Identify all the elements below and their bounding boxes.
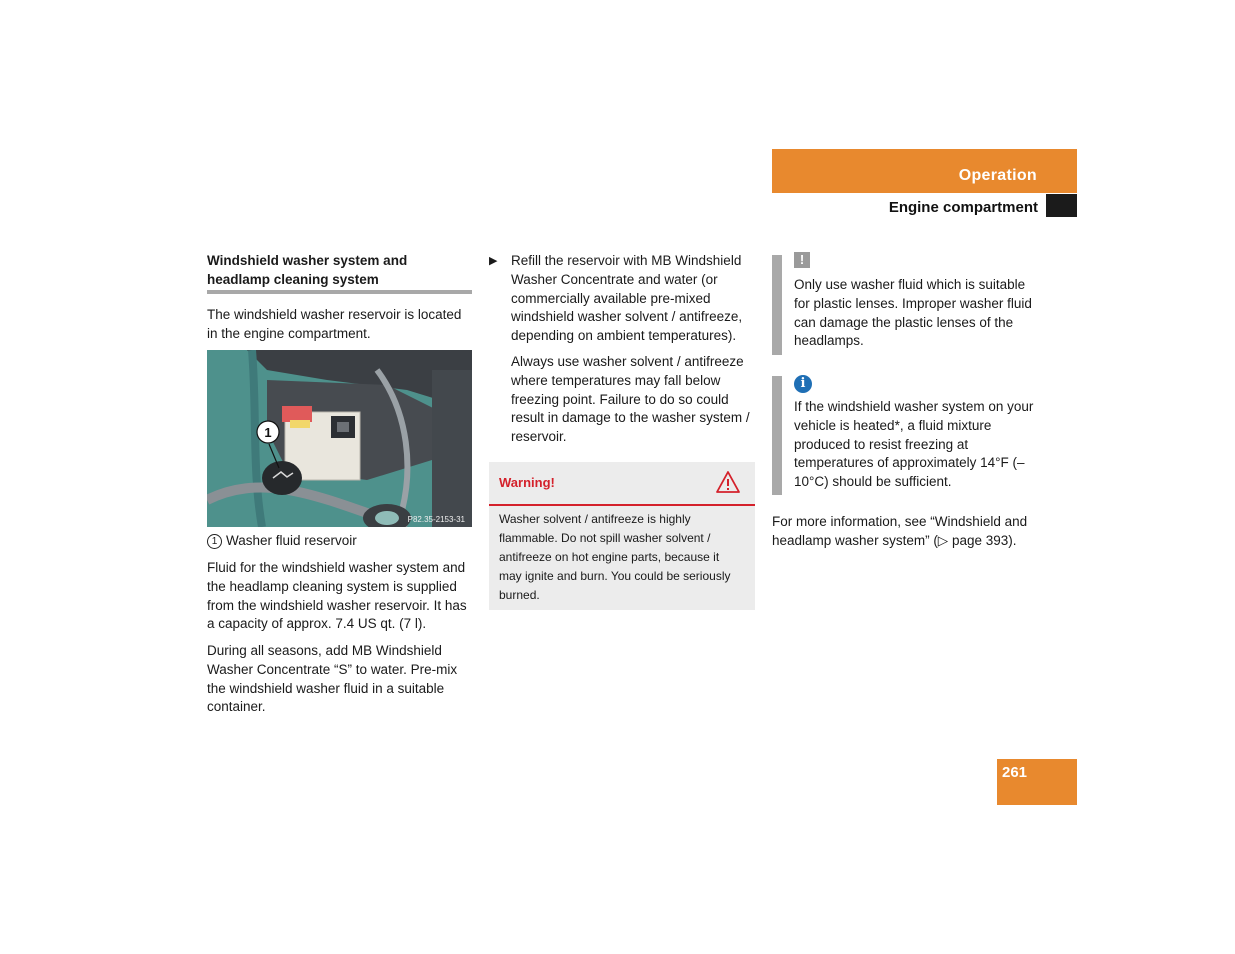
info-bar: [772, 376, 782, 495]
section-heading: Windshield washer system and headlamp cleaning system: [207, 253, 408, 287]
subsection-marker: [1046, 194, 1077, 217]
bullet-arrow-icon: ▶: [489, 255, 498, 267]
exclamation-icon: !: [794, 252, 810, 268]
page-number: 261: [1002, 764, 1028, 781]
warning-box: [489, 462, 755, 610]
page-reference: For more information, see “Windshield and headlamp washer system” (▷ page 393).: [772, 514, 1028, 548]
photo-code: P82.35-2153-31: [407, 515, 465, 524]
caution-text: Only use washer fluid which is suitable for plastic lenses. Improper washer fluid can damage the plastic lenses of the headlamps.: [794, 277, 1032, 349]
photo-caption: [207, 532, 472, 551]
page-number-box: [997, 759, 1077, 805]
warning-header: [489, 462, 755, 506]
photo-callout: 1: [264, 425, 272, 440]
caption-text: Washer fluid reservoir: [226, 533, 357, 548]
section-header-bar: [772, 149, 1077, 193]
subsection-title: Engine compartment: [888, 199, 1038, 216]
caption-number: 1: [207, 534, 222, 549]
info-icon: i: [794, 375, 812, 393]
info-text: If the windshield washer system on your vehicle is heated*, a fluid mixture produced to resist freezing at temperatures of approximately 14°F (–10°C) should be sufficient.: [794, 399, 1034, 490]
heading-rule: [207, 290, 472, 294]
warning-title: Warning!: [499, 475, 555, 490]
caution-bar: [772, 255, 782, 355]
seasons-paragraph: During all seasons, add MB Windshield Washer Concentrate “S” to water. Pre-mix the windshield washer fluid in a suitable container.: [207, 643, 458, 715]
engine-compartment-photo: [207, 350, 472, 527]
capacity-paragraph: Fluid for the windshield washer system and the headlamp cleaning system is supplied from the windshield washer reservoir. It has a capacity of approx. 7.4 US qt. (7 l).: [207, 560, 467, 632]
engine-compartment-illustration: [207, 350, 472, 527]
solvent-advice: Always use washer solvent / antifreeze where temperatures may fall below freezing point. Failure to do so could result in damage to the washer system / reservoir.: [511, 354, 750, 445]
warning-triangle-icon: [715, 470, 741, 499]
section-title: Operation: [958, 167, 1037, 184]
intro-paragraph: The windshield washer reservoir is located in the engine compartment.: [207, 307, 462, 341]
refill-instruction: Refill the reservoir with MB Windshield Washer Concentrate and water (or commercially available pre-mixed windshield washer solvent / antifreeze, depending on ambient temperatures).: [511, 253, 743, 344]
warning-text: Washer solvent / antifreeze is highly flammable. Do not spill washer solvent / antifreeze on hot engine parts, because it may ignite and burn. You could be seriously burned.: [499, 512, 731, 602]
